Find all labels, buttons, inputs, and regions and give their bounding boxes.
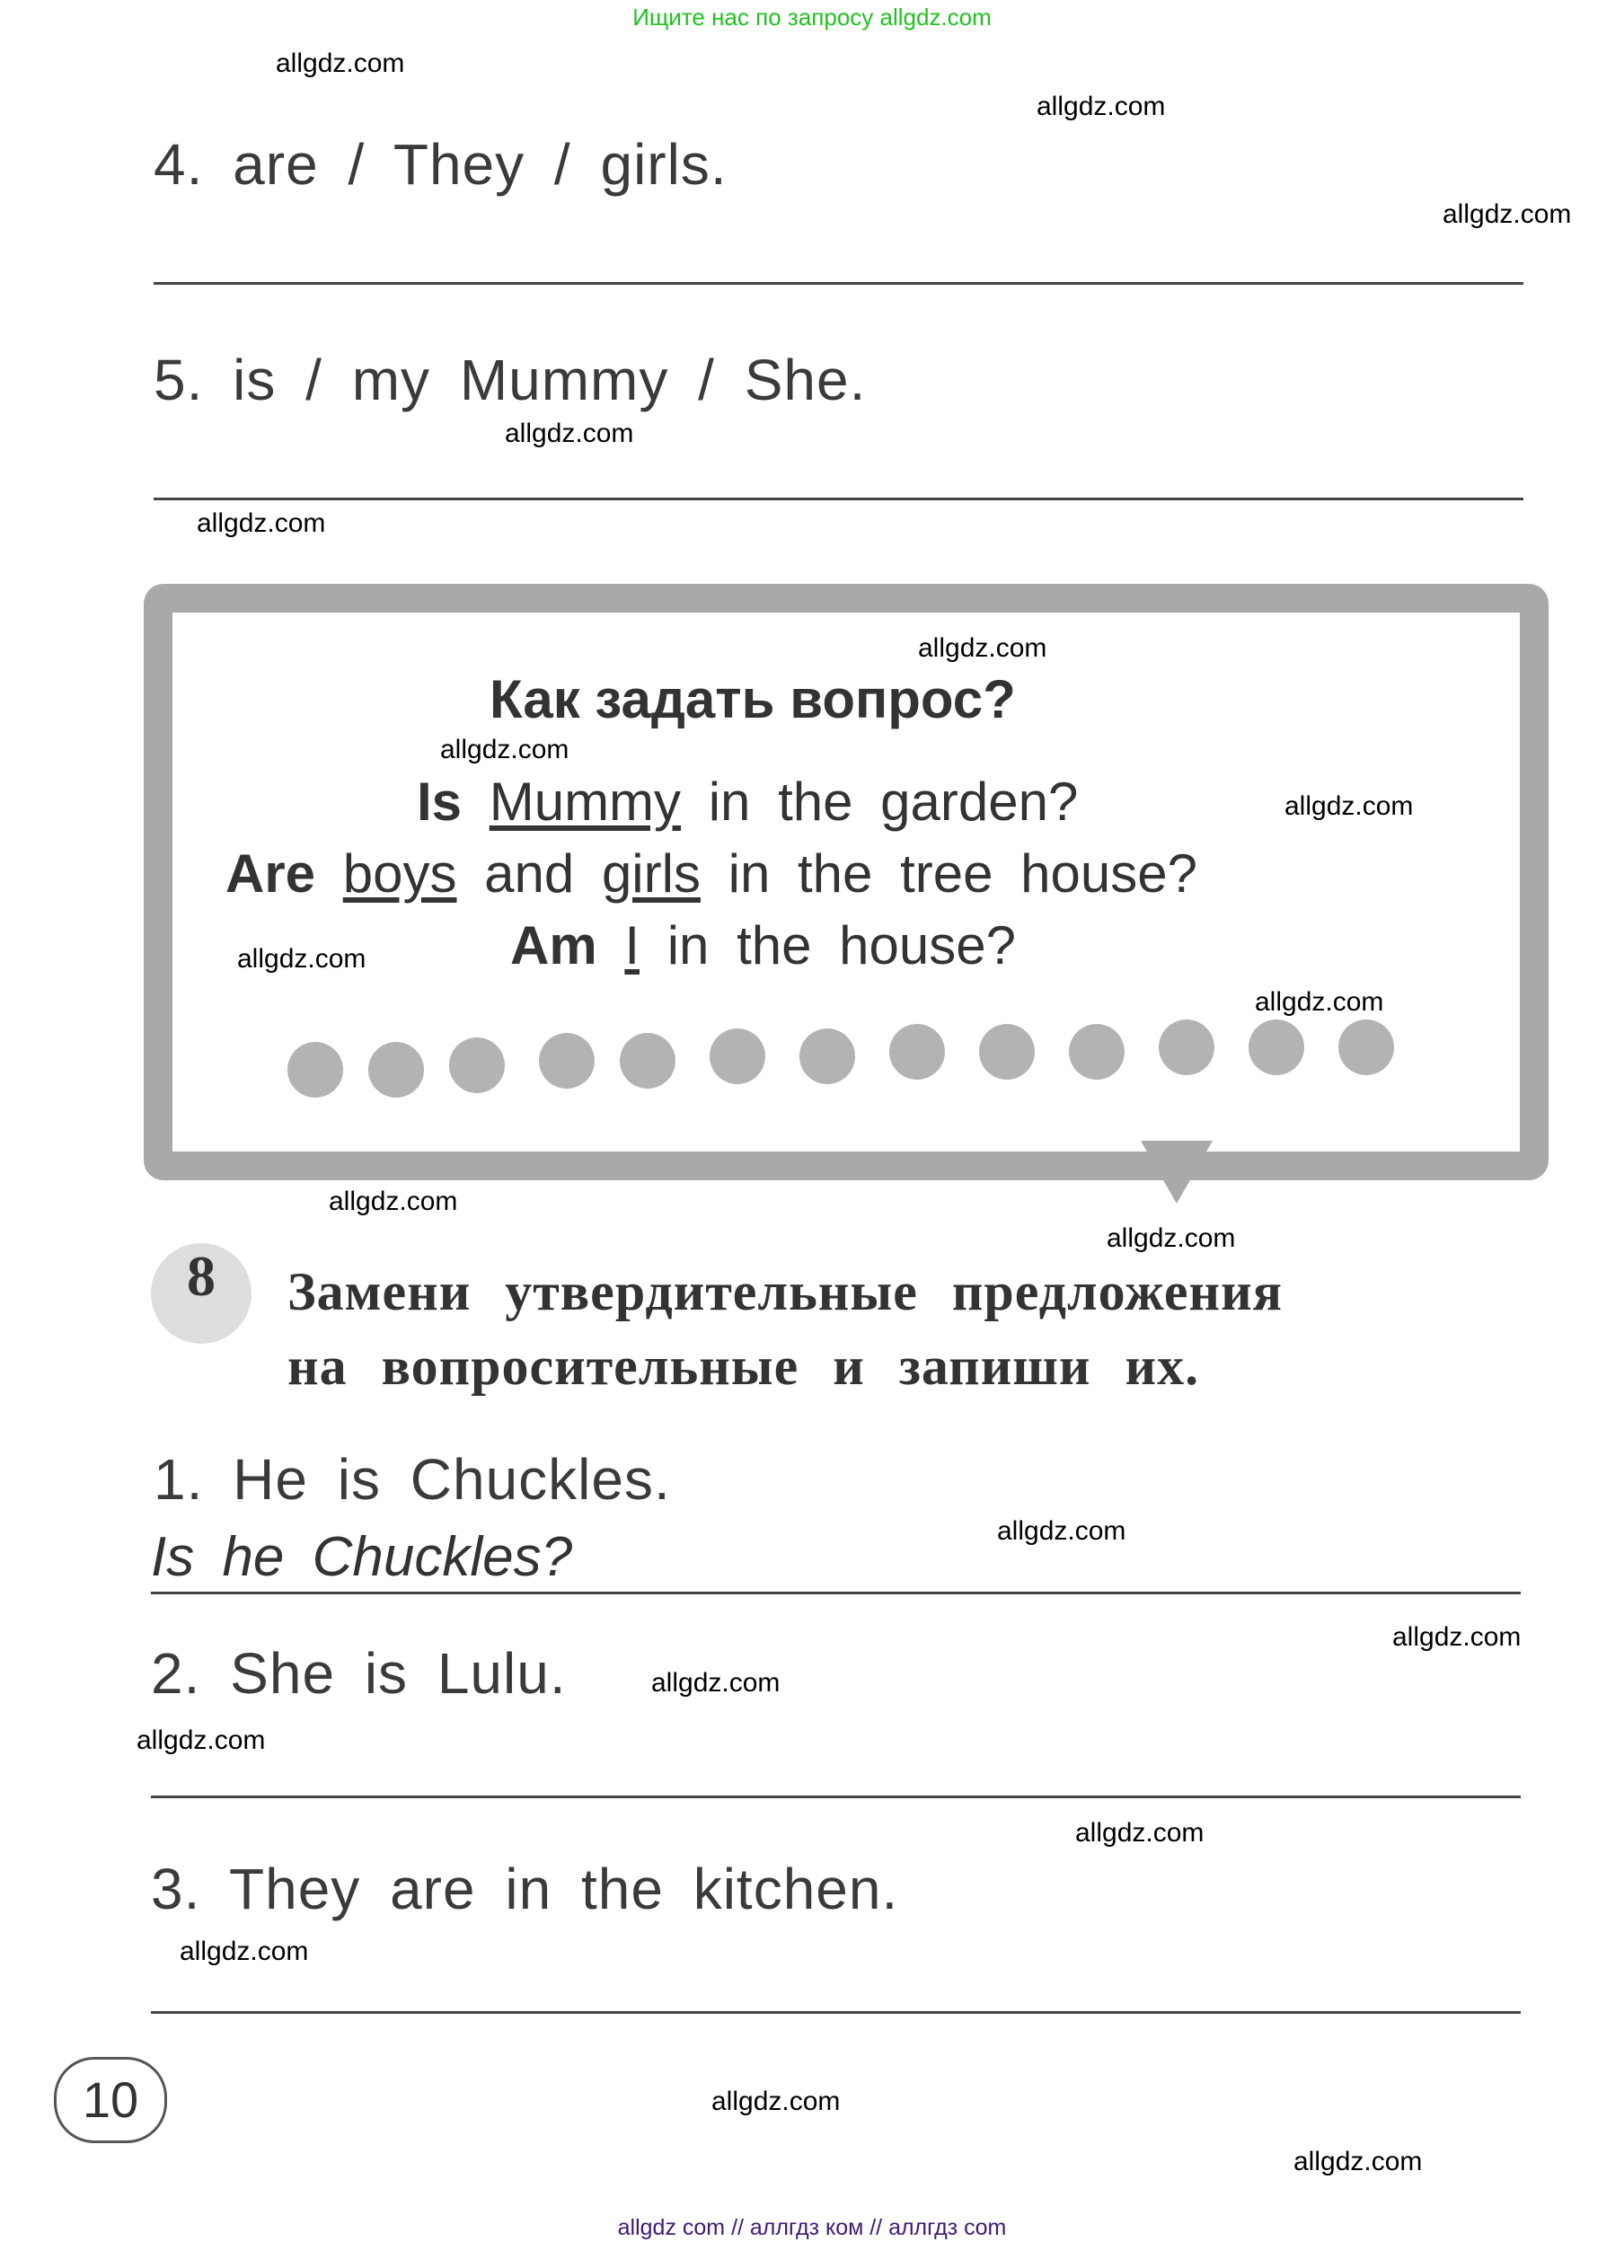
- exercise-heading-line2: на вопросительные и запиши их.: [287, 1337, 1200, 1396]
- answer-line: [154, 498, 1523, 500]
- rule-example-3: Am I in the house?: [510, 915, 1016, 975]
- footer-links: allgdz com // аллгдз ком // аллгдз com: [617, 2215, 1007, 2240]
- watermark: allgdz.com: [276, 49, 405, 78]
- watermark: allgdz.com: [1392, 1622, 1522, 1652]
- watermark: allgdz.com: [1293, 2147, 1423, 2176]
- watermark: allgdz.com: [1443, 199, 1572, 229]
- watermark: allgdz.com: [1255, 987, 1384, 1017]
- watermark: allgdz.com: [711, 2087, 841, 2116]
- rule-example-2: Are boys and girls in the tree house?: [225, 843, 1197, 904]
- watermark: allgdz.com: [1037, 92, 1166, 121]
- answer-line: [151, 1592, 1521, 1594]
- exercise8-item-1: 1. He is Chuckles.: [154, 1447, 671, 1512]
- watermark: allgdz.com: [1075, 1818, 1205, 1848]
- watermark: allgdz.com: [440, 735, 569, 764]
- watermark: allgdz.com: [197, 508, 326, 538]
- answer-line: [151, 2011, 1521, 2014]
- exercise8-item-3: 3. They are in the kitchen.: [151, 1857, 899, 1921]
- watermark: allgdz.com: [237, 944, 366, 974]
- watermark: allgdz.com: [997, 1516, 1126, 1546]
- answer-line: [151, 1796, 1521, 1798]
- watermark: allgdz.com: [180, 1937, 309, 1966]
- rule-example-1: Is Mummy in the garden?: [417, 772, 1079, 832]
- exercise8-item-2: 2. She is Lulu.: [151, 1641, 567, 1706]
- watermark: allgdz.com: [1284, 791, 1414, 821]
- page-number: 10: [54, 2057, 167, 2143]
- exercise-item-4: 4. are / They / girls.: [154, 132, 728, 197]
- speech-bubble-tail: [1141, 1141, 1213, 1204]
- watermark: allgdz.com: [137, 1725, 266, 1755]
- watermark: allgdz.com: [651, 1668, 781, 1698]
- exercise-heading-line1: Замени утвердительные предложения: [287, 1262, 1284, 1321]
- watermark: allgdz.com: [918, 633, 1047, 663]
- answer-line: [154, 282, 1523, 285]
- rule-title: Как задать вопрос?: [490, 669, 1016, 729]
- watermark: allgdz.com: [1107, 1223, 1236, 1253]
- watermark: allgdz.com: [329, 1187, 458, 1216]
- exercise-number-badge: 8: [151, 1243, 252, 1344]
- answer-1: Is he Chuckles?: [151, 1526, 573, 1588]
- exercise-item-5: 5. is / my Mummy / She.: [154, 348, 867, 412]
- watermark: allgdz.com: [505, 419, 634, 448]
- search-banner: Ищите нас по запросу allgdz.com: [632, 4, 992, 31]
